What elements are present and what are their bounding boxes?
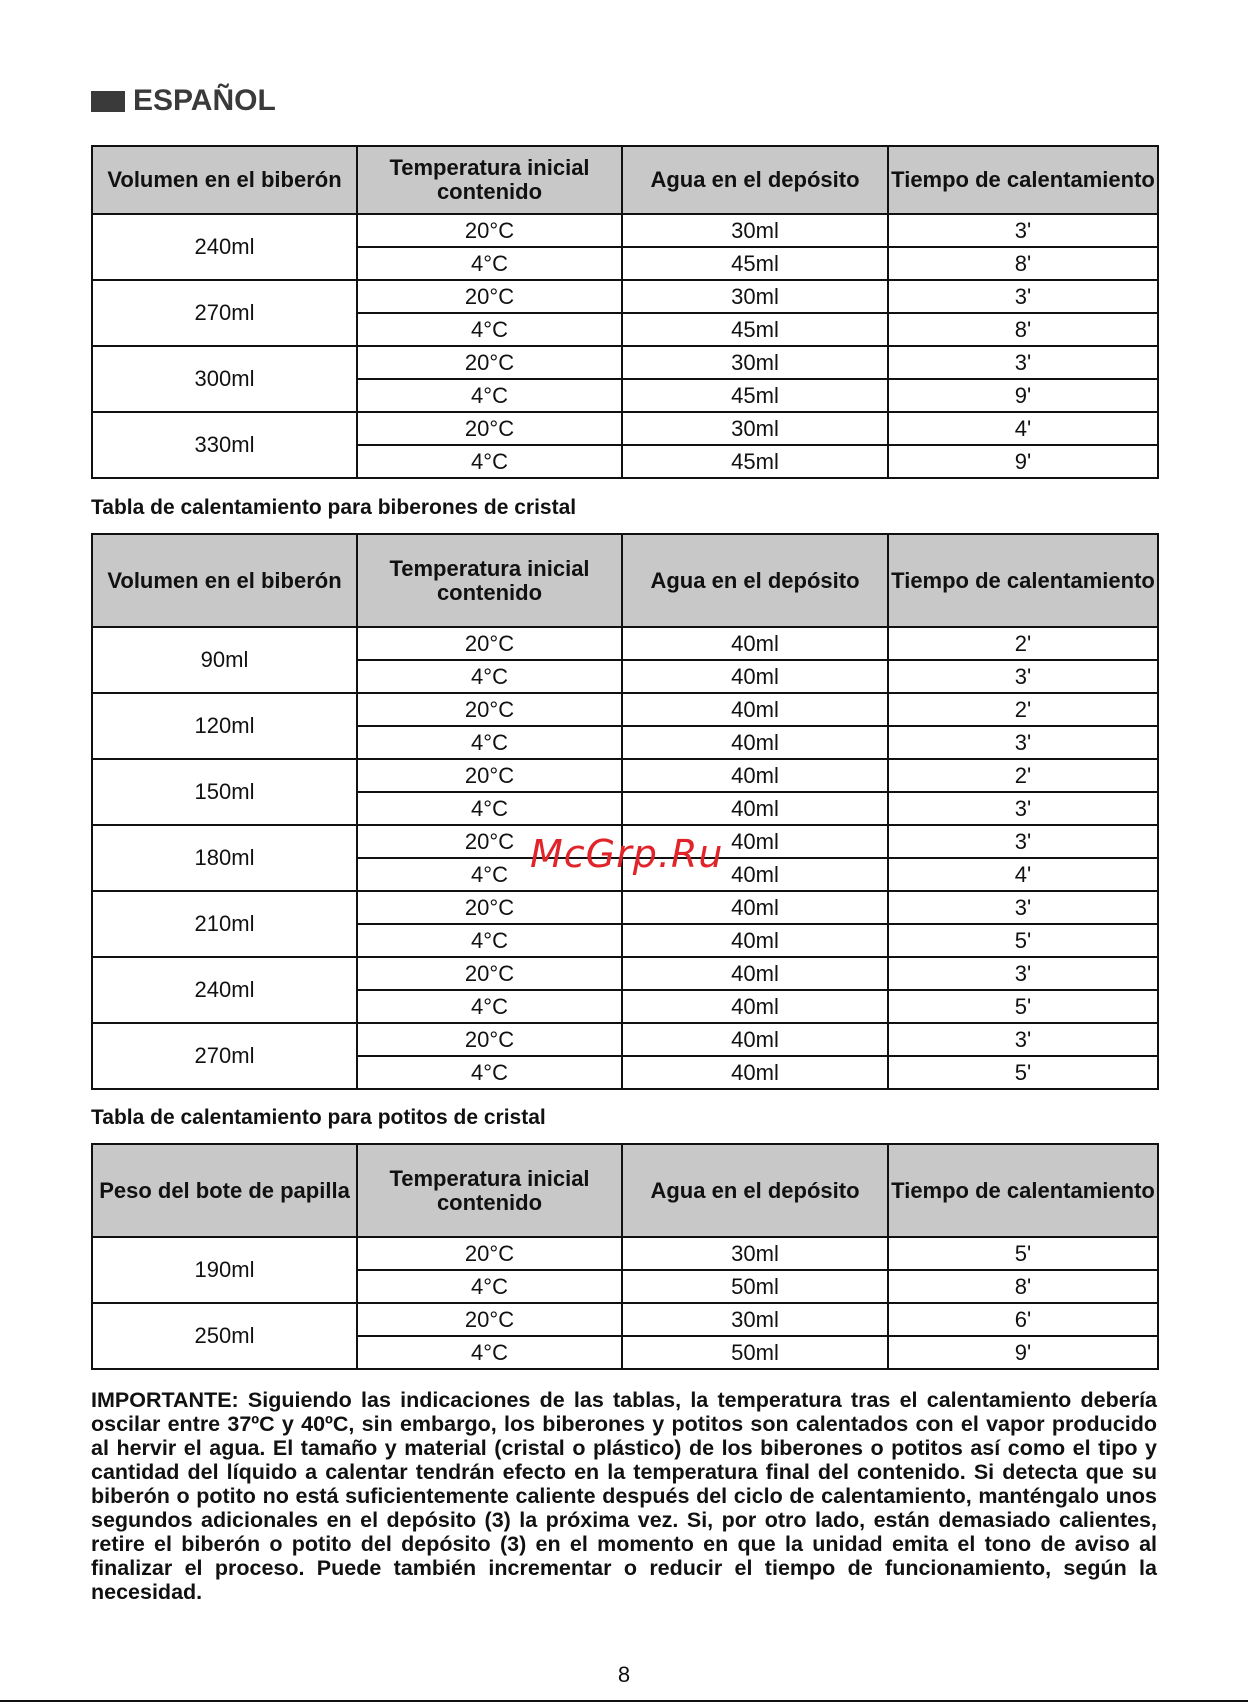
initial-temp-cell: 20°C: [357, 891, 622, 924]
water-amount-cell: 40ml: [622, 759, 888, 792]
column-header: Temperatura inicial contenido: [357, 1144, 622, 1237]
volume-cell: 250ml: [92, 1303, 357, 1369]
volume-cell: 180ml: [92, 825, 357, 891]
warming-time-cell: 6': [888, 1303, 1158, 1336]
volume-cell: 240ml: [92, 957, 357, 1023]
table-row: [92, 693, 1158, 726]
water-amount-cell: 40ml: [622, 792, 888, 825]
initial-temp-cell: 20°C: [357, 1237, 622, 1270]
initial-temp-cell: 20°C: [357, 1303, 622, 1336]
volume-cell: 270ml: [92, 280, 357, 346]
initial-temp-cell: 20°C: [357, 214, 622, 247]
caption-glass-bottles: Tabla de calentamiento para biberones de cristal: [91, 496, 577, 519]
water-amount-cell: 40ml: [622, 693, 888, 726]
water-amount-cell: 40ml: [622, 1056, 888, 1089]
water-amount-cell: 45ml: [622, 313, 888, 346]
volume-cell: 90ml: [92, 627, 357, 693]
water-amount-cell: 50ml: [622, 1336, 888, 1369]
table-row: [92, 280, 1158, 313]
initial-temp-cell: 20°C: [357, 346, 622, 379]
heading-text: ESPAÑOL: [133, 84, 276, 117]
table-row: [92, 957, 1158, 990]
water-amount-cell: 30ml: [622, 280, 888, 313]
warming-time-cell: 5': [888, 1237, 1158, 1270]
warming-time-cell: 3': [888, 891, 1158, 924]
page-number: 8: [617, 1662, 631, 1687]
warming-time-cell: 9': [888, 445, 1158, 478]
table-row: [92, 627, 1158, 660]
table-row: [92, 1303, 1158, 1336]
warming-time-cell: 9': [888, 379, 1158, 412]
header-row: [92, 534, 1158, 627]
water-amount-cell: 40ml: [622, 627, 888, 660]
warming-time-cell: 9': [888, 1336, 1158, 1369]
water-amount-cell: 30ml: [622, 1237, 888, 1270]
water-amount-cell: 40ml: [622, 924, 888, 957]
column-header: Temperatura inicial contenido: [357, 146, 622, 214]
warming-time-cell: 8': [888, 247, 1158, 280]
important-note: IMPORTANTE: Siguiendo las indicaciones de las tablas, la temperatura tras el calentamiento debería oscilar entre 37ºC y 40ºC, sin embargo, los biberones y potitos son calentados con el vapor producido al hervir el agua. El tamaño y material (cristal o plástico) de los biberones o potitos así como el tipo y cantidad del líquido a calentar tendrán efecto en la temperatura final del contenido. Si detecta que su biberón o potito no está suficientemente caliente después del ciclo de calentamiento, manténgalo unos segundos adicionales en el depósito (3) la próxima vez. Si, por otro lado, están demasiado calientes, retire el biberón o potito del depósito (3) en el momento en que la unidad emita el tono de aviso al finalizar el proceso. Puede también incrementar o reducir el tiempo de funcionamiento, según la necesidad.: [91, 1388, 1157, 1604]
table-row: [92, 1023, 1158, 1056]
column-header: Tiempo de calentamiento: [888, 1144, 1158, 1237]
warming-time-cell: 5': [888, 1056, 1158, 1089]
initial-temp-cell: 4°C: [357, 726, 622, 759]
table-row: [92, 1237, 1158, 1270]
initial-temp-cell: 4°C: [357, 445, 622, 478]
initial-temp-cell: 4°C: [357, 1056, 622, 1089]
initial-temp-cell: 4°C: [357, 924, 622, 957]
water-amount-cell: 45ml: [622, 247, 888, 280]
header-row: [92, 1144, 1158, 1237]
volume-cell: 190ml: [92, 1237, 357, 1303]
water-amount-cell: 40ml: [622, 825, 888, 858]
warming-time-cell: 2': [888, 627, 1158, 660]
warming-time-cell: 2': [888, 693, 1158, 726]
initial-temp-cell: 20°C: [357, 1023, 622, 1056]
warming-time-cell: 3': [888, 214, 1158, 247]
initial-temp-cell: 4°C: [357, 379, 622, 412]
volume-cell: 240ml: [92, 214, 357, 280]
warming-time-cell: 4': [888, 858, 1158, 891]
column-header: Volumen en el biberón: [92, 534, 357, 627]
water-amount-cell: 50ml: [622, 1270, 888, 1303]
water-amount-cell: 40ml: [622, 957, 888, 990]
column-header: Temperatura inicial contenido: [357, 534, 622, 627]
initial-temp-cell: 4°C: [357, 1336, 622, 1369]
warming-table-glass-jars: [91, 1143, 1159, 1370]
volume-cell: 120ml: [92, 693, 357, 759]
water-amount-cell: 40ml: [622, 726, 888, 759]
warming-time-cell: 8': [888, 1270, 1158, 1303]
initial-temp-cell: 4°C: [357, 660, 622, 693]
water-amount-cell: 30ml: [622, 346, 888, 379]
water-amount-cell: 40ml: [622, 990, 888, 1023]
heading-bar-icon: [91, 91, 125, 112]
caption-glass-jars: Tabla de calentamiento para potitos de cristal: [91, 1106, 546, 1129]
table-row: [92, 759, 1158, 792]
warming-time-cell: 3': [888, 1023, 1158, 1056]
volume-cell: 330ml: [92, 412, 357, 478]
water-amount-cell: 40ml: [622, 660, 888, 693]
volume-cell: 150ml: [92, 759, 357, 825]
column-header: Volumen en el biberón: [92, 146, 357, 214]
initial-temp-cell: 4°C: [357, 792, 622, 825]
warming-time-cell: 3': [888, 825, 1158, 858]
section-heading: [91, 84, 276, 118]
column-header: Agua en el depósito: [622, 534, 888, 627]
initial-temp-cell: 20°C: [357, 412, 622, 445]
initial-temp-cell: 4°C: [357, 247, 622, 280]
water-amount-cell: 45ml: [622, 445, 888, 478]
initial-temp-cell: 20°C: [357, 825, 622, 858]
initial-temp-cell: 20°C: [357, 280, 622, 313]
warming-table-glass-bottles: [91, 533, 1159, 1090]
column-header: Agua en el depósito: [622, 146, 888, 214]
warming-time-cell: 2': [888, 759, 1158, 792]
water-amount-cell: 30ml: [622, 1303, 888, 1336]
volume-cell: 300ml: [92, 346, 357, 412]
initial-temp-cell: 4°C: [357, 858, 622, 891]
initial-temp-cell: 4°C: [357, 1270, 622, 1303]
column-header: Peso del bote de papilla: [92, 1144, 357, 1237]
warming-time-cell: 3': [888, 280, 1158, 313]
initial-temp-cell: 4°C: [357, 990, 622, 1023]
header-row: [92, 146, 1158, 214]
initial-temp-cell: 20°C: [357, 627, 622, 660]
initial-temp-cell: 4°C: [357, 313, 622, 346]
water-amount-cell: 45ml: [622, 379, 888, 412]
initial-temp-cell: 20°C: [357, 957, 622, 990]
table-row: [92, 412, 1158, 445]
warming-time-cell: 3': [888, 792, 1158, 825]
column-header: Tiempo de calentamiento: [888, 534, 1158, 627]
water-amount-cell: 40ml: [622, 858, 888, 891]
volume-cell: 210ml: [92, 891, 357, 957]
water-amount-cell: 30ml: [622, 412, 888, 445]
water-amount-cell: 40ml: [622, 1023, 888, 1056]
warming-time-cell: 5': [888, 990, 1158, 1023]
watermark: McGrp.Ru: [530, 832, 724, 876]
water-amount-cell: 40ml: [622, 891, 888, 924]
volume-cell: 270ml: [92, 1023, 357, 1089]
table-row: [92, 891, 1158, 924]
warming-time-cell: 3': [888, 957, 1158, 990]
table-row: [92, 214, 1158, 247]
column-header: Agua en el depósito: [622, 1144, 888, 1237]
warming-time-cell: 3': [888, 660, 1158, 693]
warming-time-cell: 3': [888, 726, 1158, 759]
warming-time-cell: 5': [888, 924, 1158, 957]
warming-time-cell: 4': [888, 412, 1158, 445]
warming-time-cell: 3': [888, 346, 1158, 379]
initial-temp-cell: 20°C: [357, 759, 622, 792]
initial-temp-cell: 20°C: [357, 693, 622, 726]
warming-table-plastic: [91, 145, 1159, 479]
water-amount-cell: 30ml: [622, 214, 888, 247]
column-header: Tiempo de calentamiento: [888, 146, 1158, 214]
warming-time-cell: 8': [888, 313, 1158, 346]
table-row: [92, 346, 1158, 379]
